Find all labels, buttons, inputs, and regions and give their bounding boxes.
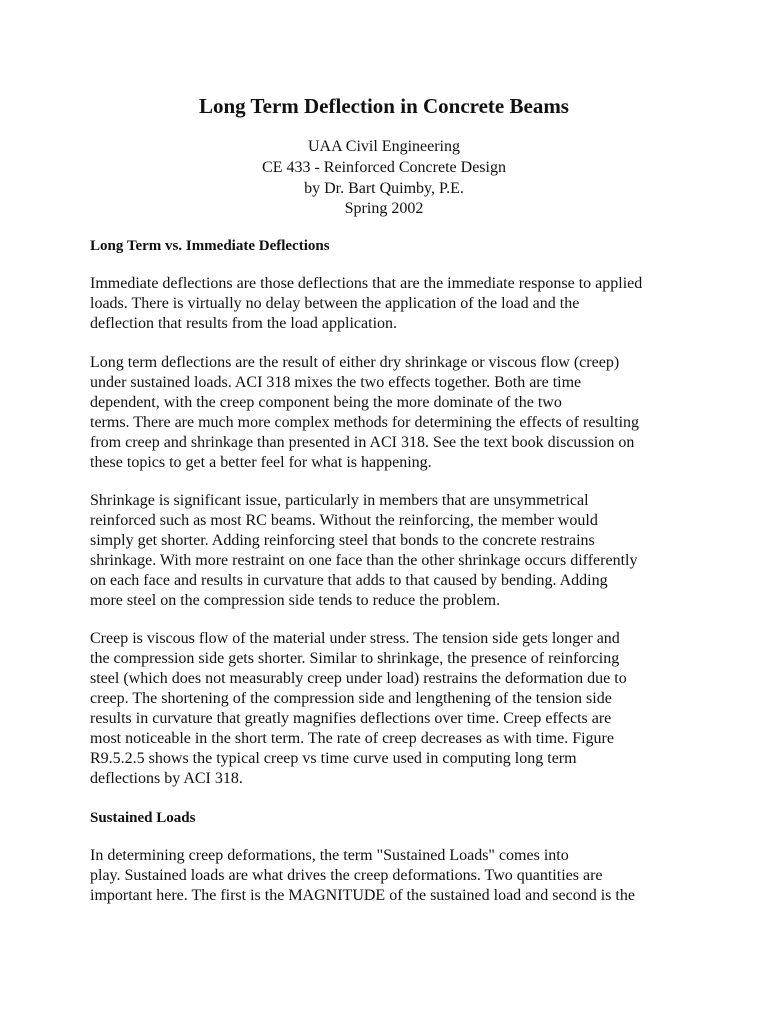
meta-course: CE 433 - Reinforced Concrete Design xyxy=(262,159,506,176)
paragraph-line: on each face and results in curvature that adds to that caused by bending. Adding xyxy=(90,572,608,589)
meta-author: by Dr. Bart Quimby, P.E. xyxy=(304,180,464,197)
section-heading-long-term-vs-immediate: Long Term vs. Immediate Deflections xyxy=(90,238,330,254)
paragraph-line: under sustained loads. ACI 318 mixes the two effects together. Both are time xyxy=(90,374,582,391)
paragraph-line: play. Sustained loads are what drives the creep deformations. Two quantities are xyxy=(90,867,603,884)
paragraph-line: these topics to get a better feel for what is happening. xyxy=(90,454,432,471)
paragraph-line: from creep and shrinkage than presented in ACI 318. See the text book discussion on xyxy=(90,434,635,451)
paragraph-line: shrinkage. With more restraint on one face than the other shrinkage occurs differently xyxy=(90,552,638,569)
paragraph-line: reinforced such as most RC beams. Without the reinforcing, the member would xyxy=(90,512,598,529)
paragraph-line: the compression side gets shorter. Similar to shrinkage, the presence of reinforcing xyxy=(90,650,620,667)
paragraph-line: more steel on the compression side tends to reduce the problem. xyxy=(90,592,501,609)
paragraph-line: Immediate deflections are those deflections that are the immediate response to applied xyxy=(90,275,643,292)
paragraph-line: important here. The first is the MAGNITUDE of the sustained load and second is the xyxy=(90,887,635,904)
paragraph-line: Shrinkage is significant issue, particularly in members that are unsymmetrical xyxy=(90,492,589,509)
paragraph-line: deflection that results from the load application. xyxy=(90,315,398,332)
paragraph-line: Creep is viscous flow of the material under stress. The tension side gets longer and xyxy=(90,630,620,647)
paragraph-sustained-loads xyxy=(90,846,690,906)
paragraph-line: most noticeable in the short term. The rate of creep decreases as with time. Figure xyxy=(90,730,614,747)
paragraph-line: creep. The shortening of the compression side and lengthening of the tension side xyxy=(90,690,612,707)
paragraph-line: results in curvature that greatly magnifies deflections over time. Creep effects are xyxy=(90,710,612,727)
document-title: Long Term Deflection in Concrete Beams xyxy=(199,94,569,118)
paragraph-line: Long term deflections are the result of either dry shrinkage or viscous flow (creep) xyxy=(90,354,620,371)
paragraph-line: steel (which does not measurably creep under load) restrains the deformation due to xyxy=(90,670,627,687)
paragraph-creep xyxy=(90,629,690,789)
paragraph-line: simply get shorter. Adding reinforcing steel that bonds to the concrete restrains xyxy=(90,532,595,549)
paragraph-long-term-deflections xyxy=(90,353,690,473)
paragraph-line: In determining creep deformations, the term "Sustained Loads" comes into xyxy=(90,847,569,864)
meta-department: UAA Civil Engineering xyxy=(308,138,460,155)
paragraph-line: deflections by ACI 318. xyxy=(90,770,243,787)
paragraph-line: terms. There are much more complex methods for determining the effects of resulting xyxy=(90,414,640,431)
paragraph-line: dependent, with the creep component being the more dominate of the two xyxy=(90,394,562,411)
paragraph-shrinkage xyxy=(90,491,690,611)
paragraph-immediate-deflections xyxy=(90,274,690,334)
section-heading-sustained-loads: Sustained Loads xyxy=(90,810,196,826)
paragraph-line: R9.5.2.5 shows the typical creep vs time curve used in computing long term xyxy=(90,750,577,767)
meta-term: Spring 2002 xyxy=(344,200,424,217)
paragraph-line: loads. There is virtually no delay between the application of the load and the xyxy=(90,295,580,312)
